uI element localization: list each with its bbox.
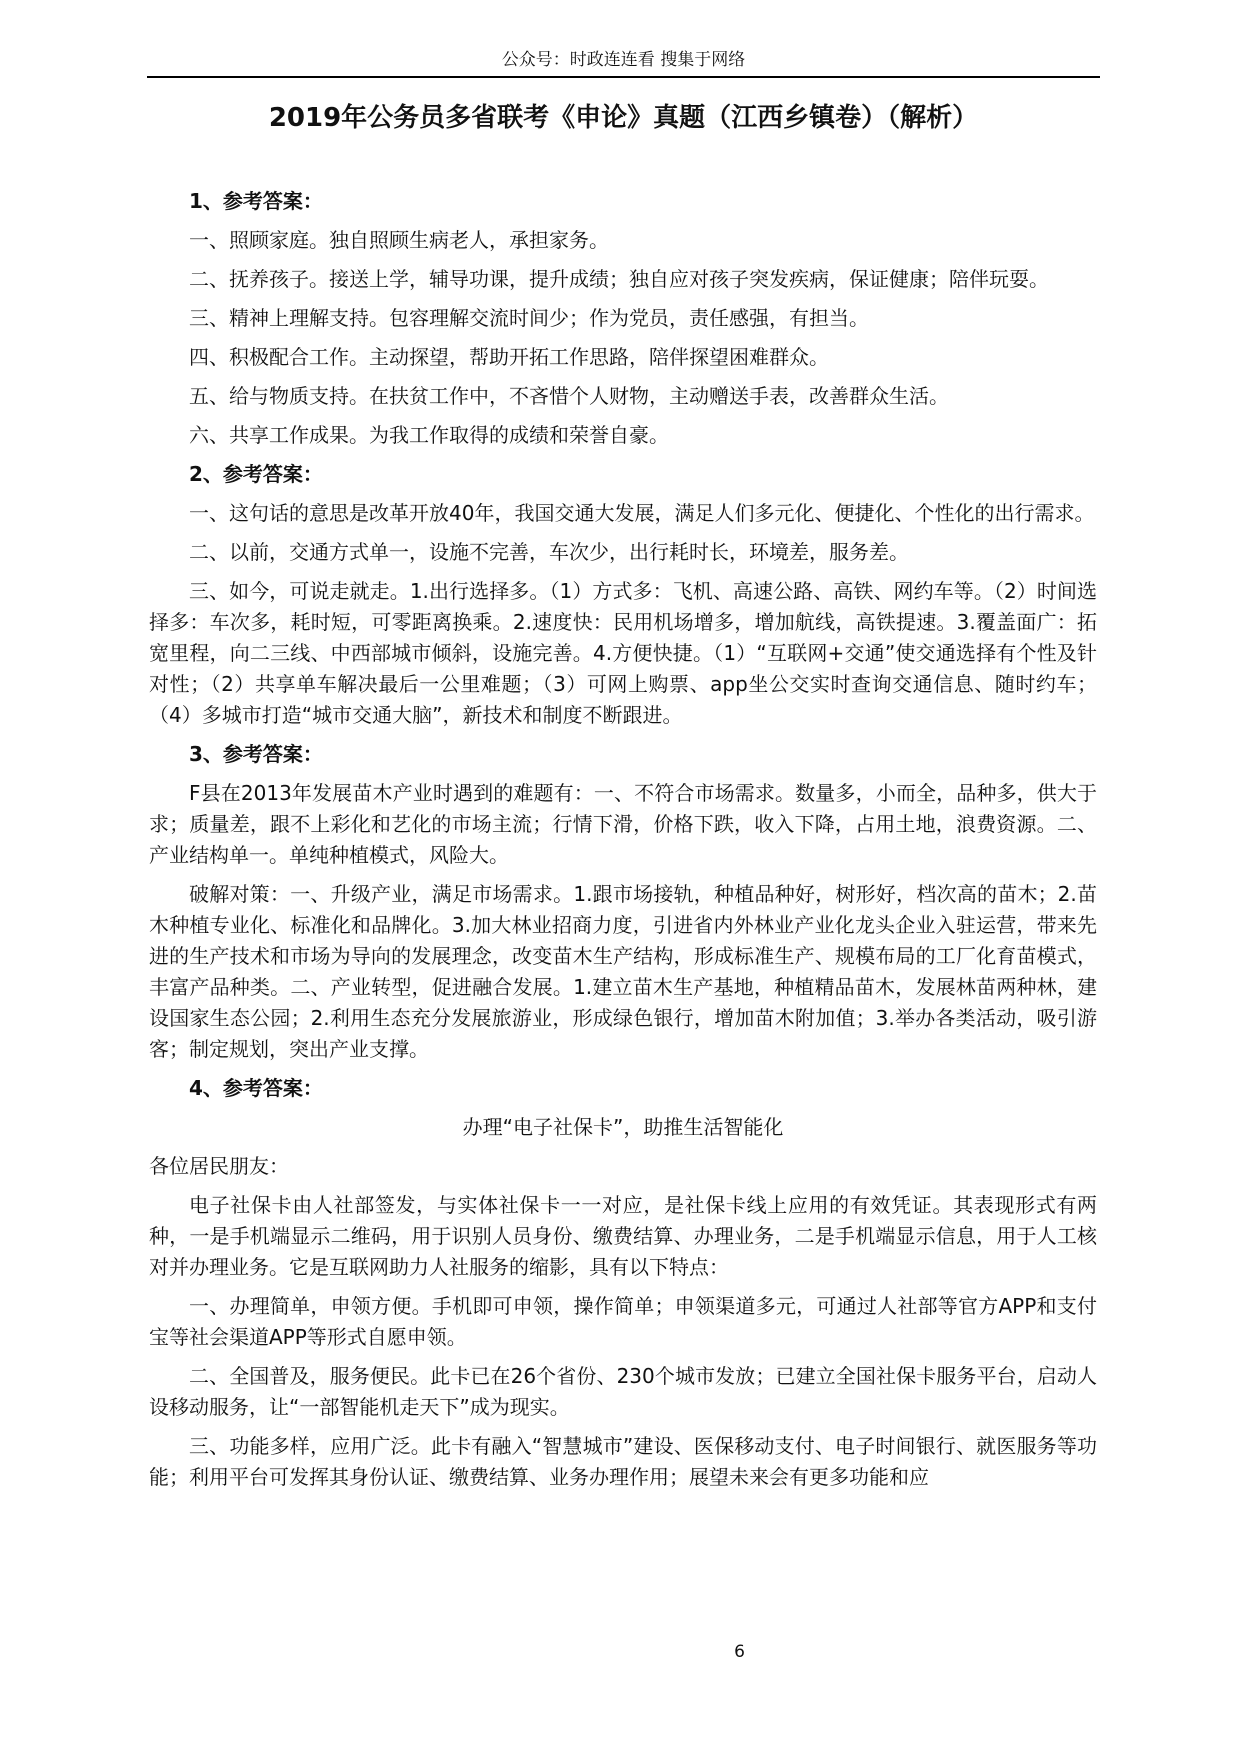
paragraph: 破解对策：一、升级产业，满足市场需求。1.跟市场接轨，种植品种好，树形好，档次高的苗木；2.苗木种植专业化、标准化和品牌化。3.加大林业招商力度，引进省内外林业产业化龙头企业入驻运营，带来先进的生产技术和市场为导向的发展理念，改变苗木生产结构，形成标准生产、规模布局的工厂化育苗模式，丰富产品种类。二、产业转型，促进融合发展。1.建立苗木生产基地，种植精品苗木，发展林苗两种林，建设国家生态公园；2.利用生态充分发展旅游业，形成绿色银行，增加苗木附加值；3.举办各类活动，吸引游客；制定规划，突出产业支撑。	[149, 882, 1097, 1061]
paragraph: 二、以前，交通方式单一，设施不完善，车次少，出行耗时长，环境差，服务差。	[189, 540, 909, 564]
paragraph: 电子社保卡由人社部签发，与实体社保卡一一对应，是社保卡线上应用的有效凭证。其表现形式有两种，一是手机端显示二维码，用于识别人员身份、缴费结算、办理业务，二是手机端显示信息，用于人工核对并办理业务。它是互联网助力人社服务的缩影，具有以下特点：	[149, 1193, 1097, 1279]
paragraph: F县在2013年发展苗木产业时遇到的难题有：一、不符合市场需求。数量多，小而全，品种多，供大于求；质量差，跟不上彩化和艺化的市场主流；行情下滑，价格下跌，收入下降，占用土地，浪费资源。二、产业结构单一。单纯种植模式，风险大。	[149, 781, 1097, 867]
paragraph: 一、办理简单，申领方便。手机即可申领，操作简单；申领渠道多元，可通过人社部等官方APP和支付宝等社会渠道APP等形式自愿申领。	[149, 1294, 1097, 1349]
letter-salutation: 各位居民朋友：	[149, 1154, 289, 1178]
paragraph: 四、积极配合工作。主动探望，帮助开拓工作思路，陪伴探望困难群众。	[189, 345, 829, 369]
letter-title: 办理“电子社保卡”，助推生活智能化	[462, 1115, 784, 1139]
paragraph: 六、共享工作成果。为我工作取得的成绩和荣誉自豪。	[189, 423, 669, 447]
paragraph: 三、功能多样，应用广泛。此卡有融入“智慧城市”建设、医保移动支付、电子时间银行、就医服务等功能；利用平台可发挥其身份认证、缴费结算、业务办理作用；展望未来会有更多功能和应	[149, 1434, 1097, 1489]
section-heading: 4、参考答案：	[189, 1076, 323, 1100]
paragraph: 三、精神上理解支持。包容理解交流时间少；作为党员，责任感强，有担当。	[189, 306, 869, 330]
document-title: 2019年公务员多省联考《申论》真题（江西乡镇卷）（解析）	[268, 103, 979, 133]
page-number: 6	[734, 1642, 745, 1662]
paragraph: 一、照顾家庭。独自照顾生病老人，承担家务。	[189, 228, 609, 252]
document-body	[149, 186, 1097, 1501]
page-header	[147, 44, 1100, 78]
paragraph: 三、如今，可说走就走。1.出行选择多。（1）方式多：飞机、高速公路、高铁、网约车等。（2）时间选择多：车次多，耗时短，可零距离换乘。2.速度快：民用机场增多，增加航线，高铁提速。3.覆盖面广：拓宽里程，向二三线、中西部城市倾斜，设施完善。4.方便快捷。（1）“互联网+交通”使交通选择有个性及针对性；（2）共享单车解决最后一公里难题；（3）可网上购票、app坐公交实时查询交通信息、随时约车；（4）多城市打造“城市交通大脑”，新技术和制度不断跟进。	[149, 579, 1097, 727]
paragraph: 五、给与物质支持。在扶贫工作中，不吝惜个人财物，主动赠送手表，改善群众生活。	[189, 384, 949, 408]
section-heading: 3、参考答案：	[189, 742, 323, 766]
section-heading: 1、参考答案：	[189, 189, 323, 213]
section-heading: 2、参考答案：	[189, 462, 323, 486]
paragraph: 一、这句话的意思是改革开放40年，我国交通大发展，满足人们多元化、便捷化、个性化的出行需求。	[189, 501, 1095, 525]
header-text: 公众号：时政连连看 搜集于网络	[501, 50, 746, 70]
paragraph: 二、全国普及，服务便民。此卡已在26个省份、230个城市发放；已建立全国社保卡服务平台，启动人设移动服务，让“一部智能机走天下”成为现实。	[149, 1364, 1097, 1419]
paragraph: 二、抚养孩子。接送上学，辅导功课，提升成绩；独自应对孩子突发疾病，保证健康；陪伴玩耍。	[189, 267, 1049, 291]
